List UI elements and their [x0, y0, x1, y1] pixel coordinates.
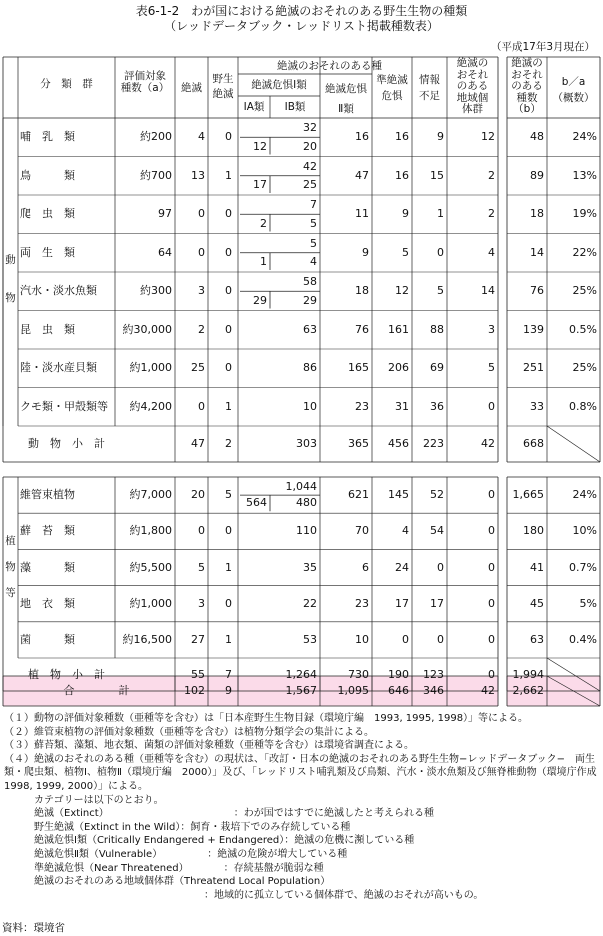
- source-note: 資料：環境省: [2, 922, 65, 934]
- plant-row-2-name: 藻 類: [20, 560, 75, 574]
- header-ia: ⅠA類: [243, 101, 265, 113]
- header-ratio: [547, 74, 600, 106]
- category-vu: 絶滅危惧Ⅱ類（Vulnerable） ：絶滅の危険が増大している種: [34, 848, 348, 860]
- animal-subtotal-vu: 365: [348, 437, 369, 450]
- header-lp-line: 体群: [462, 103, 483, 116]
- animal-row-7-vu: 23: [355, 399, 369, 413]
- category-lp: 絶滅のおそれのある地域個体群（Threatend Local Population）: [34, 876, 331, 888]
- header-vu-line: Ⅱ類: [338, 103, 354, 115]
- plant-subtotal-b: 1,994: [512, 667, 544, 681]
- animal-row-5-ratio: 0.5%: [569, 322, 597, 336]
- plant-row-0-b: 1,665: [512, 488, 544, 502]
- category-nt: 準絶滅危惧（Near Threatened） ：存続基盤が脆弱な種: [34, 862, 324, 874]
- animal-row-3-cr: 1: [260, 255, 267, 268]
- total-cr-en: 1,567: [285, 684, 317, 697]
- header-nt: [372, 72, 412, 104]
- animal-row-4-nt: 12: [395, 284, 409, 298]
- plant-row-0-vu: 621: [348, 488, 369, 502]
- animal-row-4-en: 29: [303, 293, 317, 307]
- plant-row-0-extinct: 20: [191, 488, 205, 502]
- header-extinct-wild: [208, 72, 238, 102]
- plant-row-3-ratio: 5%: [579, 596, 597, 610]
- animal-row-0-b: 48: [530, 130, 544, 144]
- animal-row-7-assessed: 約4,200: [129, 399, 172, 413]
- animal-row-1-vu: 47: [355, 168, 369, 182]
- plant-row-1-assessed: 約1,800: [129, 524, 172, 538]
- animal-row-4-lp: 14: [481, 284, 495, 298]
- animal-subtotal-dd: 223: [423, 437, 444, 450]
- plant-row-4-extinct-wild: 1: [225, 632, 232, 646]
- header-b-line: 絶滅の: [511, 57, 543, 69]
- header-assessed: [115, 70, 175, 94]
- header-extinct-wild-line: 野生: [212, 73, 234, 85]
- animal-row-0-name: 哺 乳 類: [20, 130, 75, 144]
- animal-row-7-lp: 0: [488, 399, 495, 413]
- plant-row-1-ratio: 10%: [572, 524, 597, 538]
- animal-subtotal-extinct-wild: 2: [225, 437, 232, 450]
- total-name: 合 計: [63, 684, 130, 697]
- plant-row-1-b: 180: [523, 524, 544, 538]
- plant-row-0-assessed: 約7,000: [129, 488, 172, 502]
- plant-row-4-dd: 0: [437, 632, 444, 646]
- plant-row-1-extinct-wild: 0: [225, 524, 232, 538]
- header-ratio-line: b／a: [561, 76, 586, 88]
- animal-row-5-name: 昆 虫 類: [20, 322, 75, 336]
- plant-row-3-cr-en: 22: [303, 596, 317, 610]
- animal-row-0-nt: 16: [395, 130, 409, 144]
- plant-row-0-cr: 564: [246, 496, 267, 510]
- header-ib: ⅠB類: [284, 101, 306, 113]
- plant-row-3-nt: 17: [395, 596, 409, 610]
- plant-row-4-cr-en: 53: [303, 632, 317, 646]
- header-nt-line: 準絶滅: [376, 74, 408, 86]
- animal-row-4-cr: 29: [253, 293, 267, 307]
- plant-row-3-name: 地 衣 類: [20, 596, 75, 610]
- animal-row-2-lp: 2: [488, 207, 495, 221]
- animal-row-0-extinct-wild: 0: [225, 130, 232, 144]
- header-assessed-line: 種数（a）: [120, 82, 170, 94]
- animal-row-2-nt: 9: [402, 207, 409, 221]
- plant-row-4-nt: 0: [402, 632, 409, 646]
- plant-row-3-extinct-wild: 0: [225, 596, 232, 610]
- plant-row-3-lp: 0: [488, 596, 495, 610]
- total-extinct-wild: 9: [225, 684, 232, 697]
- plant-row-0-name: 維管束植物: [20, 488, 75, 502]
- header-b-line: 種数: [516, 91, 538, 104]
- plant-row-2-dd: 0: [437, 560, 444, 574]
- animal-row-3-name: 両 生 類: [20, 245, 75, 259]
- plant-subtotal-vu: 730: [348, 667, 369, 681]
- animal-row-1-ratio: 13%: [572, 168, 597, 182]
- plant-section-label: [3, 528, 18, 606]
- header-group: 分 類 群: [40, 78, 93, 90]
- animal-row-0-lp: 12: [481, 130, 495, 144]
- animal-subtotal-nt: 456: [388, 437, 409, 450]
- plant-row-4-assessed: 約16,500: [122, 632, 172, 646]
- header-dd-line: 不足: [419, 90, 440, 102]
- plant-row-2-lp: 0: [488, 560, 495, 574]
- plant-row-3-dd: 17: [430, 596, 444, 610]
- animal-row-5-cr-en: 63: [303, 322, 317, 336]
- plant-row-0-en: 480: [296, 496, 317, 510]
- header-threatened: 絶滅のおそれのある種: [277, 60, 382, 72]
- total-dd: 346: [423, 684, 444, 697]
- plant-row-2-assessed: 約5,500: [129, 560, 172, 574]
- animal-row-1-extinct: 13: [191, 168, 205, 182]
- animal-row-1-nt: 16: [395, 168, 409, 182]
- plant-section-char: 植: [5, 534, 16, 547]
- animal-row-3-lp: 4: [488, 245, 495, 259]
- header-ratio-line: （概数）: [552, 92, 595, 104]
- plant-row-0-lp: 0: [488, 488, 495, 502]
- category-extinct-wild: 野生絶滅（Extinct in the Wild）：飼育・栽培下でのみ存続している種: [34, 821, 351, 833]
- animal-row-6-extinct: 25: [191, 361, 205, 375]
- notes-block: [4, 712, 600, 902]
- animal-row-2-assessed: 97: [158, 207, 172, 221]
- animal-row-4-extinct: 3: [198, 284, 205, 298]
- animal-row-1-cr: 17: [253, 178, 267, 191]
- plant-subtotal-extinct-wild: 7: [225, 667, 232, 681]
- animal-row-2-vu: 11: [355, 207, 369, 221]
- header-vu: [320, 79, 372, 119]
- plant-subtotal-extinct: 55: [191, 667, 205, 681]
- animal-row-0-cr-en: 32: [303, 121, 317, 134]
- animal-subtotal-name: 動 物 小 計: [28, 437, 105, 450]
- note-2: （２）維管束植物の評価対象種数（亜種等を含む）は植物分類学会の集計による。: [4, 726, 374, 738]
- animal-row-1-b: 89: [530, 168, 544, 182]
- animal-row-4-extinct-wild: 0: [225, 284, 232, 298]
- plant-row-2-ratio: 0.7%: [569, 560, 597, 574]
- animal-row-6-dd: 69: [430, 361, 444, 375]
- grid-line: [547, 426, 600, 462]
- animal-row-7-cr-en: 10: [303, 399, 317, 413]
- animal-subtotal-lp: 42: [481, 437, 495, 450]
- animal-row-5-extinct-wild: 0: [225, 322, 232, 336]
- header-b-line: のある: [511, 80, 543, 93]
- animal-row-2-extinct-wild: 0: [225, 207, 232, 221]
- animal-row-1-assessed: 約700: [140, 168, 172, 182]
- header-dd-line: 情報: [419, 74, 440, 86]
- category-lp-desc: ：地域的に孤立している個体群で、絶滅のおそれが高いもの。: [204, 889, 484, 901]
- animal-row-7-extinct-wild: 1: [225, 399, 232, 413]
- animal-row-5-dd: 88: [430, 322, 444, 336]
- animal-row-6-assessed: 約1,000: [129, 361, 172, 375]
- plant-row-1-cr-en: 110: [296, 524, 317, 538]
- total-nt: 646: [388, 684, 409, 697]
- header-nt-line: 危惧: [381, 90, 403, 102]
- note-4: （４）絶滅のおそれのある種（亜種等を含む）の現状は、「改訂・日本の絶滅のおそれのある野生生物−レッドデータブック− 両生類・爬虫類、植物Ⅰ、植物Ⅱ（環境庁編 2000）」及び、「レッドリスト哺乳類及び鳥類、汽水・淡水魚類及び無脊椎動物（環境庁作成1998, 1999, 2000）」による。: [4, 753, 597, 792]
- animal-row-0-vu: 16: [355, 130, 369, 144]
- animal-row-2-extinct: 0: [198, 207, 205, 221]
- header-lp-line: のある: [456, 80, 489, 93]
- total-vu: 1,095: [337, 684, 369, 697]
- plant-row-4-name: 菌 類: [20, 632, 75, 646]
- plant-row-3-extinct: 3: [198, 596, 205, 610]
- header-dd: [412, 72, 447, 104]
- animal-row-0-en: 20: [303, 139, 317, 153]
- note-1: （１）動物の評価対象種数（亜種等を含む）は「日本産野生生物目録（環境庁編 1993, 1995, 1998）」等による。: [4, 713, 529, 724]
- header-assessed-line: 評価対象: [124, 70, 166, 82]
- header-lp-line: 絶滅の: [456, 57, 489, 69]
- plant-row-0-cr-en: 1,044: [285, 480, 317, 493]
- table-subtitle: （レッドデータブック・レッドリスト掲載種数表）: [164, 19, 439, 33]
- header-cr-en: 絶滅危惧Ⅰ類: [251, 79, 307, 91]
- animal-row-6-nt: 206: [388, 361, 409, 375]
- plant-row-1-lp: 0: [488, 524, 495, 538]
- header-extinct: 絶滅: [181, 82, 202, 94]
- header-vu-line: 絶滅危惧: [325, 83, 367, 95]
- animal-row-5-b: 139: [523, 322, 544, 336]
- animal-row-2-name: 爬 虫 類: [20, 207, 75, 221]
- animal-row-5-assessed: 約30,000: [122, 322, 172, 336]
- animal-row-1-dd: 15: [430, 168, 444, 182]
- animal-row-6-b: 251: [523, 361, 544, 375]
- as-of-date: （平成17年3月現在）: [490, 41, 595, 53]
- animal-row-6-ratio: 25%: [572, 361, 597, 375]
- animal-row-2-en: 5: [310, 216, 317, 230]
- animal-row-4-cr-en: 58: [303, 275, 317, 288]
- plant-row-2-b: 41: [530, 560, 544, 574]
- animal-row-4-assessed: 約300: [140, 284, 172, 298]
- header-b-line: （b）: [513, 103, 541, 116]
- header-lp-line: 地域個: [456, 91, 489, 104]
- animal-row-2-cr-en: 7: [310, 198, 317, 211]
- animal-row-3-assessed: 64: [158, 245, 172, 259]
- animal-row-6-cr-en: 86: [303, 361, 317, 375]
- plant-row-0-dd: 52: [430, 488, 444, 502]
- animal-subtotal-extinct: 47: [191, 437, 205, 450]
- plant-row-4-extinct: 27: [191, 632, 205, 646]
- header-b-line: おそれ: [511, 68, 543, 81]
- animal-row-2-ratio: 19%: [572, 207, 597, 221]
- plant-row-2-cr-en: 35: [303, 560, 317, 574]
- animal-row-7-dd: 36: [430, 399, 444, 413]
- category-extinct: 絶滅（Extinct） ：わが国ではすでに絶滅したと考えられる種: [34, 808, 434, 820]
- plant-row-1-nt: 4: [402, 524, 409, 538]
- animal-row-2-dd: 1: [437, 207, 444, 221]
- animal-row-1-lp: 2: [488, 168, 495, 182]
- plant-section-char: 等: [5, 586, 16, 599]
- animal-row-3-cr-en: 5: [310, 236, 317, 250]
- animal-row-5-lp: 3: [488, 322, 495, 336]
- animal-row-3-b: 14: [530, 245, 544, 259]
- animal-row-2-b: 18: [530, 207, 544, 221]
- animal-row-7-nt: 31: [395, 399, 409, 413]
- animal-row-6-extinct-wild: 0: [225, 361, 232, 375]
- category-intro: カテゴリーは以下のとおり。: [34, 794, 164, 806]
- header-b: [507, 58, 547, 116]
- table-title: 表6-1-2 わが国における絶滅のおそれのある野生生物の種類: [135, 4, 468, 18]
- animal-row-1-name: 鳥 類: [20, 168, 75, 182]
- animal-section-char: 物: [5, 292, 16, 305]
- plant-row-1-name: 蘚 苔 類: [20, 524, 75, 538]
- animal-row-3-vu: 9: [362, 245, 369, 259]
- animal-row-3-extinct: 0: [198, 245, 205, 259]
- animal-row-0-assessed: 約200: [140, 130, 172, 144]
- animal-row-1-en: 25: [303, 178, 317, 191]
- plant-row-4-lp: 0: [488, 632, 495, 646]
- animal-row-0-dd: 9: [437, 130, 444, 144]
- plant-row-3-vu: 23: [355, 596, 369, 610]
- animal-row-5-nt: 161: [388, 322, 409, 336]
- animal-row-6-vu: 165: [348, 361, 369, 375]
- header-lp: [447, 58, 498, 116]
- animal-row-1-extinct-wild: 1: [225, 168, 232, 182]
- animal-section-label: [3, 241, 18, 317]
- plant-row-3-b: 45: [530, 596, 544, 610]
- plant-row-3-assessed: 約1,000: [129, 596, 172, 610]
- total-extinct: 102: [184, 684, 205, 697]
- plant-row-2-vu: 6: [362, 560, 369, 574]
- plant-section-char: 物: [5, 560, 16, 573]
- animal-row-3-extinct-wild: 0: [225, 245, 232, 259]
- plant-row-2-nt: 24: [395, 560, 409, 574]
- animal-row-4-name: 汽水・淡水魚類: [20, 284, 97, 298]
- animal-section-char: 動: [5, 254, 16, 267]
- plant-row-0-ratio: 24%: [572, 488, 597, 502]
- animal-row-3-en: 4: [310, 255, 317, 268]
- animal-row-7-ratio: 0.8%: [569, 399, 597, 413]
- plant-subtotal-nt: 190: [388, 667, 409, 681]
- animal-row-5-vu: 76: [355, 322, 369, 336]
- animal-row-4-ratio: 25%: [572, 284, 597, 298]
- header-extinct-wild-line: 絶滅: [212, 88, 234, 100]
- animal-subtotal-cr-en: 303: [296, 437, 317, 450]
- total-b: 2,662: [512, 684, 544, 697]
- total-lp: 42: [481, 684, 495, 697]
- animal-row-7-b: 33: [530, 399, 544, 413]
- category-cr-en: 絶滅危惧Ⅰ類（Critically Endangered + Endangered）：絶滅の危機に瀕している種: [34, 835, 415, 847]
- note-3: （３）蘚苔類、藻類、地衣類、菌類の評価対象種数（亜種等を含む）は環境省調査による。: [4, 740, 414, 752]
- animal-row-3-dd: 0: [437, 245, 444, 259]
- plant-subtotal-dd: 123: [423, 667, 444, 681]
- animal-row-6-name: 陸・淡水産貝類: [20, 361, 97, 375]
- plant-row-4-ratio: 0.4%: [569, 632, 597, 646]
- animal-row-4-vu: 18: [355, 284, 369, 298]
- animal-row-4-b: 76: [530, 284, 544, 298]
- plant-row-1-dd: 54: [430, 524, 444, 538]
- header-lp-line: おそれ: [456, 68, 489, 81]
- plant-row-4-vu: 10: [355, 632, 369, 646]
- animal-row-6-lp: 5: [488, 361, 495, 375]
- plant-row-2-extinct: 5: [198, 560, 205, 574]
- plant-subtotal-lp: 0: [488, 667, 495, 681]
- plant-row-0-nt: 145: [388, 488, 409, 502]
- plant-row-2-extinct-wild: 1: [225, 560, 232, 574]
- animal-row-3-ratio: 22%: [572, 245, 597, 259]
- grid-line: [547, 658, 600, 691]
- animal-subtotal-b: 668: [523, 437, 544, 450]
- animal-row-2-cr: 2: [260, 216, 267, 230]
- plant-subtotal-name: 植 物 小 計: [28, 667, 105, 681]
- plant-row-1-vu: 70: [355, 524, 369, 538]
- animal-row-1-cr-en: 42: [303, 159, 317, 173]
- animal-row-0-extinct: 4: [198, 130, 205, 144]
- plant-row-0-extinct-wild: 5: [225, 488, 232, 502]
- animal-row-7-extinct: 0: [198, 399, 205, 413]
- animal-row-4-dd: 5: [437, 284, 444, 298]
- animal-row-7-name: クモ類・甲殻類等: [20, 399, 108, 413]
- plant-subtotal-cr-en: 1,264: [285, 667, 317, 681]
- animal-row-0-ratio: 24%: [572, 130, 597, 144]
- plant-row-4-b: 63: [530, 632, 544, 646]
- plant-row-1-extinct: 0: [198, 524, 205, 538]
- animal-row-0-cr: 12: [253, 139, 267, 153]
- animal-row-5-extinct: 2: [198, 322, 205, 336]
- animal-row-3-nt: 5: [402, 245, 409, 259]
